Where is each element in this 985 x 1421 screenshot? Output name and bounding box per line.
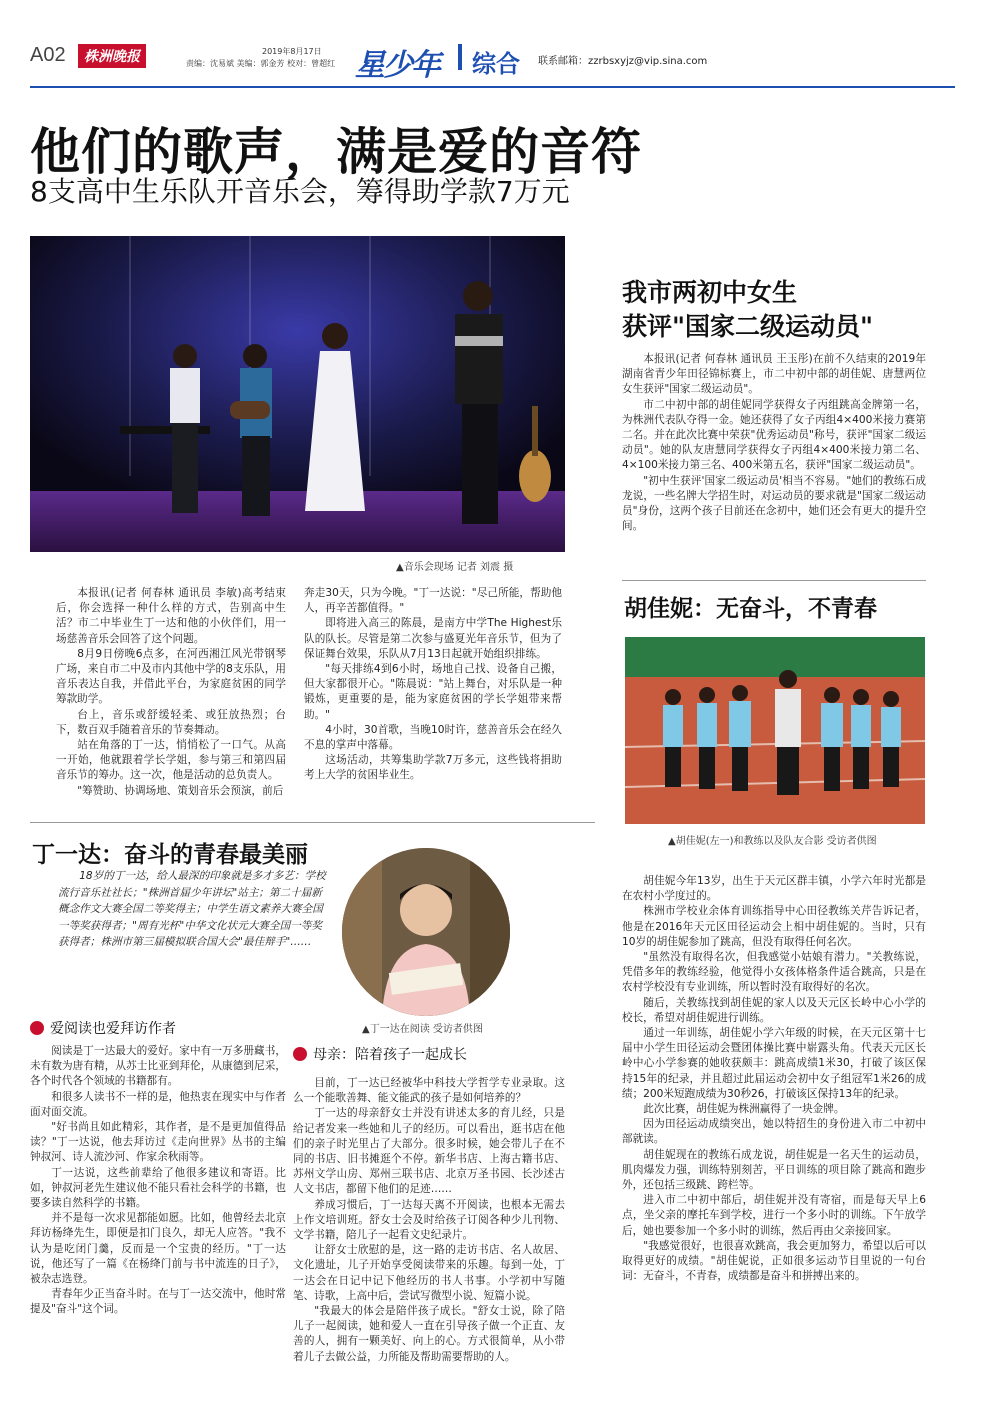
ding-intro-text: 18岁的丁一达，给人最深的印象就是多才多艺：学校流行音乐社社长；"株洲首届少年讲坛"站主；第二十届新概念作文大赛全国二等奖得主；中学生语文素养大赛全国一等奖获得者；"周有光杯"中华文化状元大赛全国一等奖获得者；株洲市第三届模拟联合国大会"最佳辩手"……	[58, 870, 326, 949]
contact-email: 联系邮箱：zzrbsxyjz@vip.sina.com	[538, 56, 708, 67]
bullet-dot-icon	[293, 1047, 307, 1061]
ding-portrait-caption: ▲丁一达在阅读 受访者供图	[362, 1024, 483, 1035]
hu-headline: 胡佳妮：无奋斗，不青春	[624, 595, 877, 622]
ding-intro	[58, 868, 328, 1002]
ding-portrait-illustration	[342, 848, 510, 1016]
sidebar-para: "初中生获评'国家二级运动员'相当不容易。"她们的教练石成龙说，一些名牌大学招生时，对运动员的要求就是"国家二级运动员"身份，这两个孩子目前还在念初中，她们还会有更大的提升空间。	[622, 474, 926, 533]
ding-subhead-1-text: 爱阅读也爱拜访作者	[50, 1021, 176, 1037]
hu-para: "虽然没有取得名次，但我感觉小姑娘有潜力。"关教练说，凭借多年的教练经验，他觉得小女孩体格条件适合跳高，只是在农村学校没有专业训练，所以暂时没有取得好的名次。	[622, 951, 926, 994]
ding-col2-para: 丁一达的母亲舒女士并没有讲述太多的育儿经，只是给记者发来一些她和儿子的经历。可以看出，逛书店在他们的亲子时光里占了大部分。很多时候，她会带儿子在不同的书店、旧书摊逛个不停。新华书店、上海古籍书店、苏州文学山房、郑州三联书店、北京万圣书园、长沙述古人文书店，都留下他们的足迹……	[293, 1107, 565, 1196]
concert-photo-caption: ▲音乐会现场 记者 刘震 摄	[396, 562, 514, 573]
main-col2-para: 这场活动，共筹集助学款7万多元，这些钱将捐助考上大学的贫困毕业生。	[304, 754, 562, 782]
masthead-rule	[30, 86, 955, 88]
bullet-dot-icon	[30, 1021, 44, 1035]
ding-col1-para: 和很多人读书不一样的是，他热衷在现实中与作者面对面交流。	[30, 1090, 286, 1118]
ding-col2	[293, 1076, 565, 1412]
ding-portrait-photo	[342, 848, 510, 1016]
main-headline: 他们的歌声，满是爱的音符	[30, 123, 642, 181]
editor-credits: 责编：沈易斌 美编：郭金芳 校对：曾超红	[186, 59, 336, 68]
athletes-photo-illustration	[625, 637, 925, 824]
main-col2-para: "每天排练4到6小时，场地自己找、设备自己搬，但大家都很开心。"陈晨说："站上舞台，对乐队是一种锻炼，更重要的是，能为家庭贫困的学长学姐带来帮助。"	[304, 663, 562, 721]
main-article-col1	[56, 586, 286, 808]
ding-subhead-1	[30, 1018, 176, 1038]
hu-para: 此次比赛，胡佳妮为株洲赢得了一块金牌。	[643, 1103, 845, 1116]
ding-col1-para: 并不是每一次求见都能如愿。比如，他曾经去北京拜访杨绛先生，即便是扣门良久，却无人应答。"我不认为是吃闭门羹，反而是一个宝贵的经历。"丁一达说，他还写了一篇《在杨绛门前与书中流连的日子》，被杂志选登。	[30, 1212, 286, 1286]
concert-photo	[30, 236, 565, 552]
main-col2-para: 奔走30天，只为今晚。"丁一达说："尽己所能，帮助他人，再辛苦都值得。"	[304, 587, 562, 615]
ding-col2-para: 目前，丁一达已经被华中科技大学哲学专业录取。这么一个能歌善舞、能文能武的孩子是如何培养的？	[293, 1077, 565, 1105]
hu-para: 因为田径运动成绩突出，她以特招生的身份进入市二中初中部就读。	[622, 1118, 926, 1146]
hu-para: 通过一年训练，胡佳妮小学六年级的时候，在天元区第十七届中小学生田径运动会暨团体操比赛中崭露头角。代表天元区长岭中心小学参赛的她收获颇丰：跳高成绩1米30，打破了该区保持15年的纪录，并且超过此届运动会初中女子组冠军1米26的成绩；200米短跑成绩为30秒26，打破该区保持13年的纪录。	[622, 1027, 926, 1100]
sidebar-para: 市二中初中部的胡佳妮同学获得女子丙组跳高金牌第一名，为株洲代表队夺得一金。她还获得了女子丙组4×400米接力赛第二名。并在此次比赛中荣获"优秀运动员"称号，获评"国家二级运动员"。她的队友唐慧同学获得女子丙组4×400米接力第二名、4×100米接力第三名、400米第五名，获评"国家二级运动员"。	[622, 398, 926, 472]
section-title: 综合	[472, 50, 520, 78]
sidebar-article	[622, 352, 926, 574]
ding-col1-para: 青春年少正当奋斗时。在与丁一达交流中，他时常提及"奋斗"这个词。	[30, 1288, 286, 1316]
ding-col2-para: 让舒女士欣慰的是，这一路的走访书店、名人故居、文化遗址，儿子开始享受阅读带来的乐趣。每到一处，丁一达会在日记中记下他经历的书人书事。小学初中写随笔、诗歌，上高中后，尝试写微型小说、短篇小说。	[293, 1244, 565, 1302]
hu-para: 胡佳妮今年13岁，出生于天元区群丰镇，小学六年时光都是在农村小学度过的。	[622, 875, 926, 903]
sidebar-para: 本报讯(记者 何春林 通讯员 王玉彤)在前不久结束的2019年湖南省青少年田径锦标赛上，市二中初中部的胡佳妮、唐慧两位女生获评"国家二级运动员"。	[622, 353, 926, 396]
sidebar-rule	[622, 580, 926, 581]
ding-subhead-2-text: 母亲：陪着孩子一起成长	[313, 1047, 467, 1063]
ding-col1-para: 丁一达说，这些前辈给了他很多建议和寄语。比如，钟叔河老先生建议他不能只看社会科学的书籍，也要多读自然科学的书籍。	[30, 1166, 286, 1210]
column-brand-logo: 星少年	[355, 48, 439, 83]
main-col1-para: 台上，音乐或舒缓轻柔、或狂放热烈；台下，数百双手随着音乐的节奏舞动。	[56, 708, 286, 736]
hu-para: 随后，关教练找到胡佳妮的家人以及天元区长岭中心小学的校长，希望对胡佳妮进行训练。	[622, 996, 926, 1024]
hu-para: 株洲市学校业余体育训练指导中心田径教练关芹告诉记者，他是在2016年天元区田径运动会上相中胡佳妮的。当时，只有10岁的胡佳妮参加了跳高，但没有取得任何名次。	[622, 905, 926, 948]
ding-subhead-2	[293, 1044, 467, 1064]
ding-col1	[30, 1044, 286, 1412]
hu-para: 胡佳妮现在的教练石成龙说，胡佳妮是一名天生的运动员，肌肉爆发力强，训练特别刻苦，平日训练的项目除了跳高和跑步外，还包括三级跳、跨栏等。	[622, 1148, 926, 1192]
hu-para: 进入市二中初中部后，胡佳妮并没有寄宿，而是每天早上6点，坐父亲的摩托车到学校，进行一个多小时的训练。下午放学后，她也要参加一个多小时的训练，然后再由父亲接回家。	[622, 1194, 926, 1237]
concert-photo-illustration	[30, 236, 565, 552]
athletes-photo-caption: ▲胡佳妮(左一)和教练以及队友合影 受访者供图	[668, 836, 877, 847]
sidebar-headline-line2: 获评"国家二级运动员"	[622, 312, 874, 341]
main-article-col2	[304, 586, 562, 808]
main-subheadline: 8支高中生乐队开音乐会，筹得助学款7万元	[30, 175, 570, 208]
athletes-photo	[625, 637, 925, 824]
ding-col2-para: 养成习惯后，丁一达每天离不开阅读，也根本无需去上作文培训班。舒女士会及时给孩子订阅各种少儿刊物、文学书籍，陪儿子一起看文史纪录片。	[293, 1198, 565, 1242]
page-number: A02	[30, 44, 66, 66]
main-col1-para: 站在角落的丁一达，悄悄松了一口气。从高一开始，他就跟着学长学姐，参与第三和第四届音乐节的筹办。这一次，他是活动的总负责人。	[56, 739, 286, 782]
main-col1-para: "筹赞助、协调场地、策划音乐会预演，前后	[77, 784, 284, 797]
hu-para: "我感觉很好，也很喜欢跳高，我会更加努力，希望以后可以取得更好的成绩。"胡佳妮说，正如很多运动节目里说的一句台词：无奋斗，不青春，成绩都是奋斗和拼搏出来的。	[622, 1239, 926, 1283]
main-col2-para: 4小时，30首歌，当晚10时许，慈善音乐会在经久不息的掌声中落幕。	[304, 723, 562, 752]
ding-col2-para: "我最大的体会是陪伴孩子成长。"舒女士说，除了陪儿子一起阅读，她和爱人一直在引导孩子做一个正直、友善的人，拥有一颗美好、向上的心。方式很简单，从小带着儿子去做公益，力所能及帮助需要帮助的人。	[293, 1305, 565, 1363]
hu-article	[622, 874, 926, 1412]
main-col2-para: 即将进入高三的陈晨，是南方中学The Highest乐队的队长。尽管是第二次参与盛夏光年音乐节，但为了保证舞台效果，乐队从7月13日起就开始组织排练。	[304, 617, 562, 660]
main-col1-para: 8月9日傍晚6点多，在河西湘江风光带钢琴广场，来自市二中及市内其他中学的8支乐队，用音乐表达自我，并借此平台，为家庭贫困的同学筹款助学。	[56, 647, 286, 706]
newspaper-logo: 株洲晚报	[78, 44, 146, 68]
main-col1-para: 本报讯(记者 何春林 通讯员 李敏)高考结束后，你会选择一种什么样的方式，告别高中生活？市二中毕业生丁一达和他的小伙伴们，用一场慈善音乐会回答了这个问题。	[56, 587, 286, 645]
ding-col1-para: 阅读是丁一达最大的爱好。家中有一万多册藏书，未有数为唐有精，从苏士比亚到拜伦，从康德到尼采，各个时代各个领域的书籍都有。	[30, 1045, 286, 1088]
ding-headline: 丁一达：奋斗的青春最美丽	[32, 841, 308, 868]
section-divider	[458, 44, 462, 70]
sidebar-headline-line1: 我市两初中女生	[622, 278, 798, 307]
ding-col1-para: "好书尚且如此精彩，其作者，是不是更加值得品读？"丁一达说，他去拜访过《走向世界》丛书的主编钟叔河、诗人流沙河、作家余秋雨等。	[30, 1121, 286, 1164]
issue-date: 2019年8月17日	[262, 47, 322, 56]
section-rule	[30, 822, 595, 823]
